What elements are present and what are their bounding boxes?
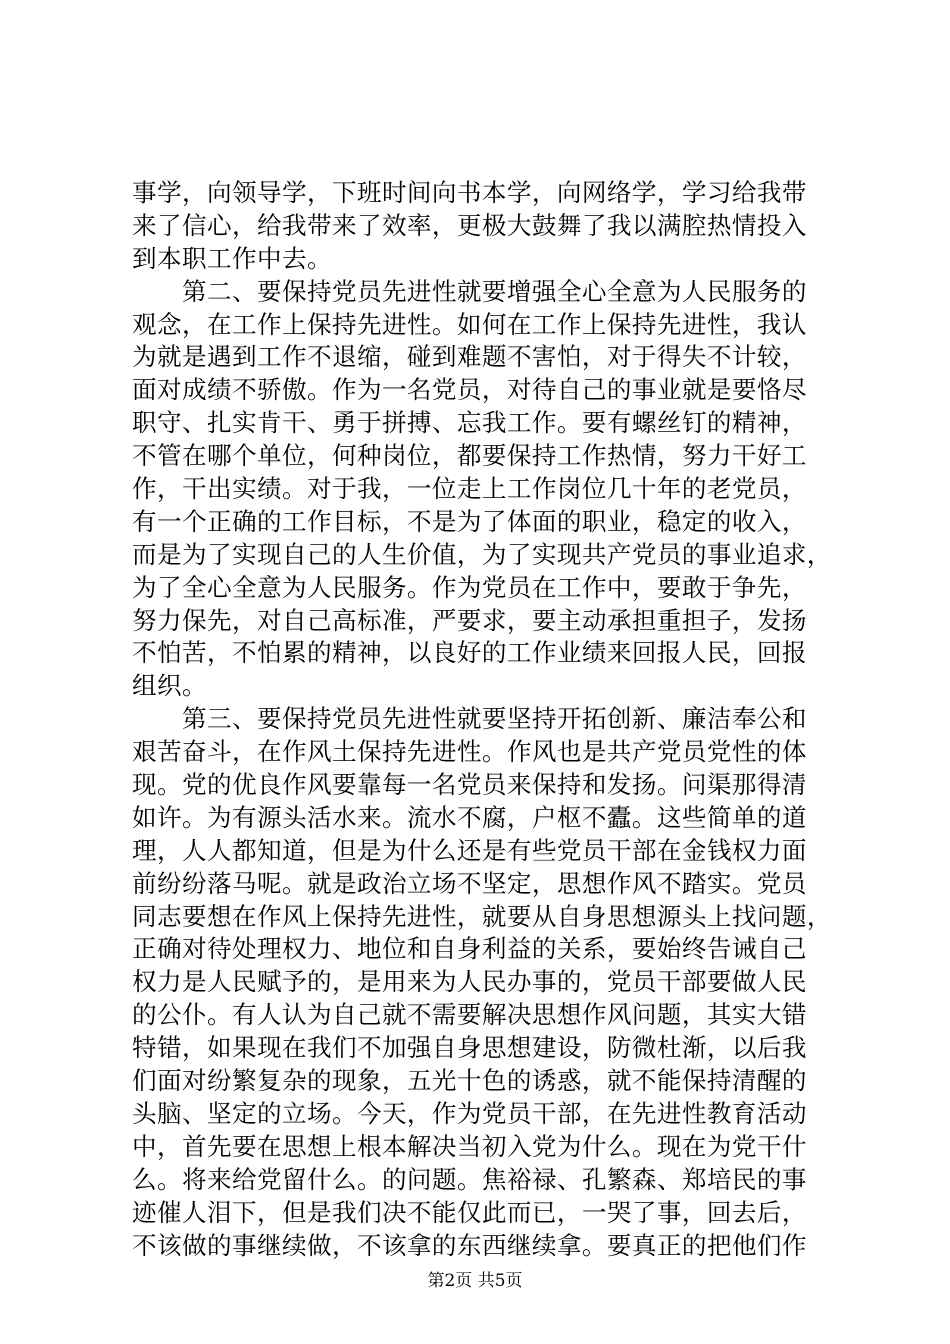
text-line: 么。将来给党留什么。的问题。焦裕禄、孔繁森、郑培民的事 [132, 1164, 807, 1194]
text-line: 第二、要保持党员先进性就要增强全心全意为人民服务的 [132, 276, 807, 306]
text-line: 来了信心，给我带来了效率，更极大鼓舞了我以满腔热情投入 [132, 210, 807, 240]
text-line: 不怕苦，不怕累的精神，以良好的工作业绩来回报人民，回报 [132, 638, 807, 668]
text-line: 头脑、坚定的立场。今天，作为党员干部，在先进性教育活动 [132, 1098, 807, 1128]
text-line: 如许。为有源头活水来。流水不腐，户枢不蠹。这些简单的道 [132, 802, 807, 832]
text-line: 的公仆。有人认为自己就不需要解决思想作风问题，其实大错 [132, 1000, 807, 1030]
text-line: 努力保先，对自己高标准，严要求，要主动承担重担子，发扬 [132, 605, 807, 635]
text-line: 理，人人都知道，但是为什么还是有些党员干部在金钱权力面 [132, 835, 807, 865]
body-text [132, 177, 832, 1262]
text-line: 中，首先要在思想上根本解决当初入党为什么。现在为党干什 [132, 1131, 807, 1161]
text-line: 事学，向领导学，下班时间向书本学，向网络学，学习给我带 [132, 178, 807, 207]
page-footer: 第2页 共5页 [427, 1271, 523, 1291]
text-line: 迹催人泪下，但是我们决不能仅此而已，一哭了事，回去后， [132, 1197, 807, 1227]
text-line: 观念，在工作上保持先进性。如何在工作上保持先进性，我认 [132, 309, 807, 339]
text-line: 为就是遇到工作不退缩，碰到难题不害怕，对于得失不计较， [132, 342, 807, 372]
text-line: 艰苦奋斗，在作风土保持先进性。作风也是共产党员党性的体 [132, 737, 807, 767]
text-line: 职守、扎实肯干、勇于拼搏、忘我工作。要有螺丝钉的精神， [132, 408, 807, 438]
text-line: 正确对待处理权力、地位和自身利益的关系，要始终告诫自己 [132, 934, 807, 964]
text-line: 不管在哪个单位，何种岗位，都要保持工作热情，努力干好工 [132, 441, 807, 471]
text-line: 不该做的事继续做，不该拿的东西继续拿。要真正的把他们作 [132, 1230, 807, 1260]
text-line: 第三、要保持党员先进性就要坚持开拓创新、廉洁奉公和 [132, 704, 807, 734]
text-line: 有一个正确的工作目标，不是为了体面的职业，稳定的收入， [132, 506, 807, 536]
text-line: 权力是人民赋予的，是用来为人民办事的，党员干部要做人民 [132, 967, 807, 997]
text-line: 前纷纷落马呢。就是政治立场不坚定，思想作风不踏实。党员 [132, 868, 807, 898]
text-line: 们面对纷繁复杂的现象，五光十色的诱惑，就不能保持清醒的 [132, 1066, 807, 1096]
text-line: 作，干出实绩。对于我，一位走上工作岗位几十年的老党员， [132, 474, 807, 504]
text-line: 到本职工作中去。 [132, 243, 332, 273]
text-line: 特错，如果现在我们不加强自身思想建设，防微杜渐，以后我 [132, 1033, 807, 1063]
text-line: 现。党的优良作风要靠每一名党员来保持和发扬。问渠那得清 [132, 770, 807, 800]
text-line: 同志要想在作风上保持先进性，就要从自身思想源头上找问题， [132, 901, 832, 931]
text-line: 而是为了实现自己的人生价值，为了实现共产党员的事业追求， [132, 539, 832, 569]
text-line: 面对成绩不骄傲。作为一名党员，对待自己的事业就是要恪尽 [132, 375, 807, 405]
text-line: 组织。 [132, 671, 207, 701]
text-line: 为了全心全意为人民服务。作为党员在工作中，要敢于争先， [132, 572, 807, 602]
